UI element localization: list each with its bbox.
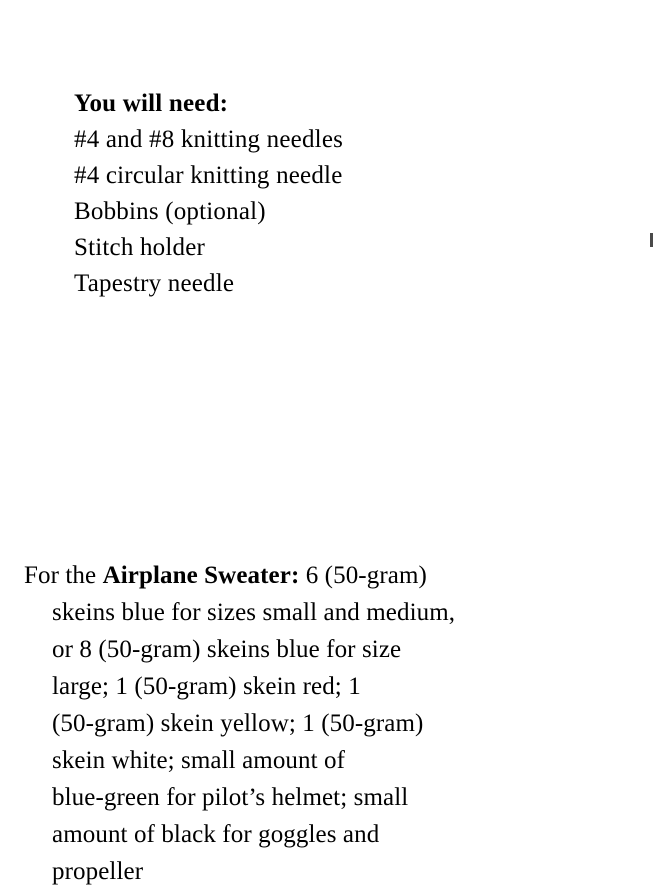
paragraph-line: skein white; small amount of <box>52 747 346 774</box>
materials-section <box>74 86 594 302</box>
pattern-title: Airplane Sweater: <box>102 562 300 589</box>
paragraph-line: 6 (50-gram) <box>305 562 427 589</box>
yarn-requirements-section <box>24 557 632 890</box>
list-item: Stitch holder <box>74 234 206 261</box>
list-item: Bobbins (optional) <box>74 198 266 225</box>
paragraph-line: large; 1 (50-gram) skein red; 1 <box>52 673 361 700</box>
paragraph-line: skeins blue for sizes small and medium, <box>52 599 456 626</box>
paragraph-line: amount of black for goggles and <box>52 821 380 848</box>
list-item: #4 circular knitting needle <box>74 162 343 189</box>
paragraph-line: propeller <box>52 858 144 885</box>
list-item: #4 and #8 knitting needles <box>74 126 344 153</box>
paragraph-line: or 8 (50-gram) skeins blue for size <box>52 636 402 663</box>
yarn-requirements-paragraph <box>24 557 632 890</box>
scan-artifact-mark <box>650 233 653 247</box>
paragraph-line: blue-green for pilot’s helmet; small <box>52 784 409 811</box>
materials-heading: You will need: <box>74 90 229 117</box>
list-item: Tapestry needle <box>74 270 235 297</box>
paragraph-line: (50-gram) skein yellow; 1 (50-gram) <box>52 710 424 737</box>
paragraph-lead-in: For the <box>24 562 103 589</box>
